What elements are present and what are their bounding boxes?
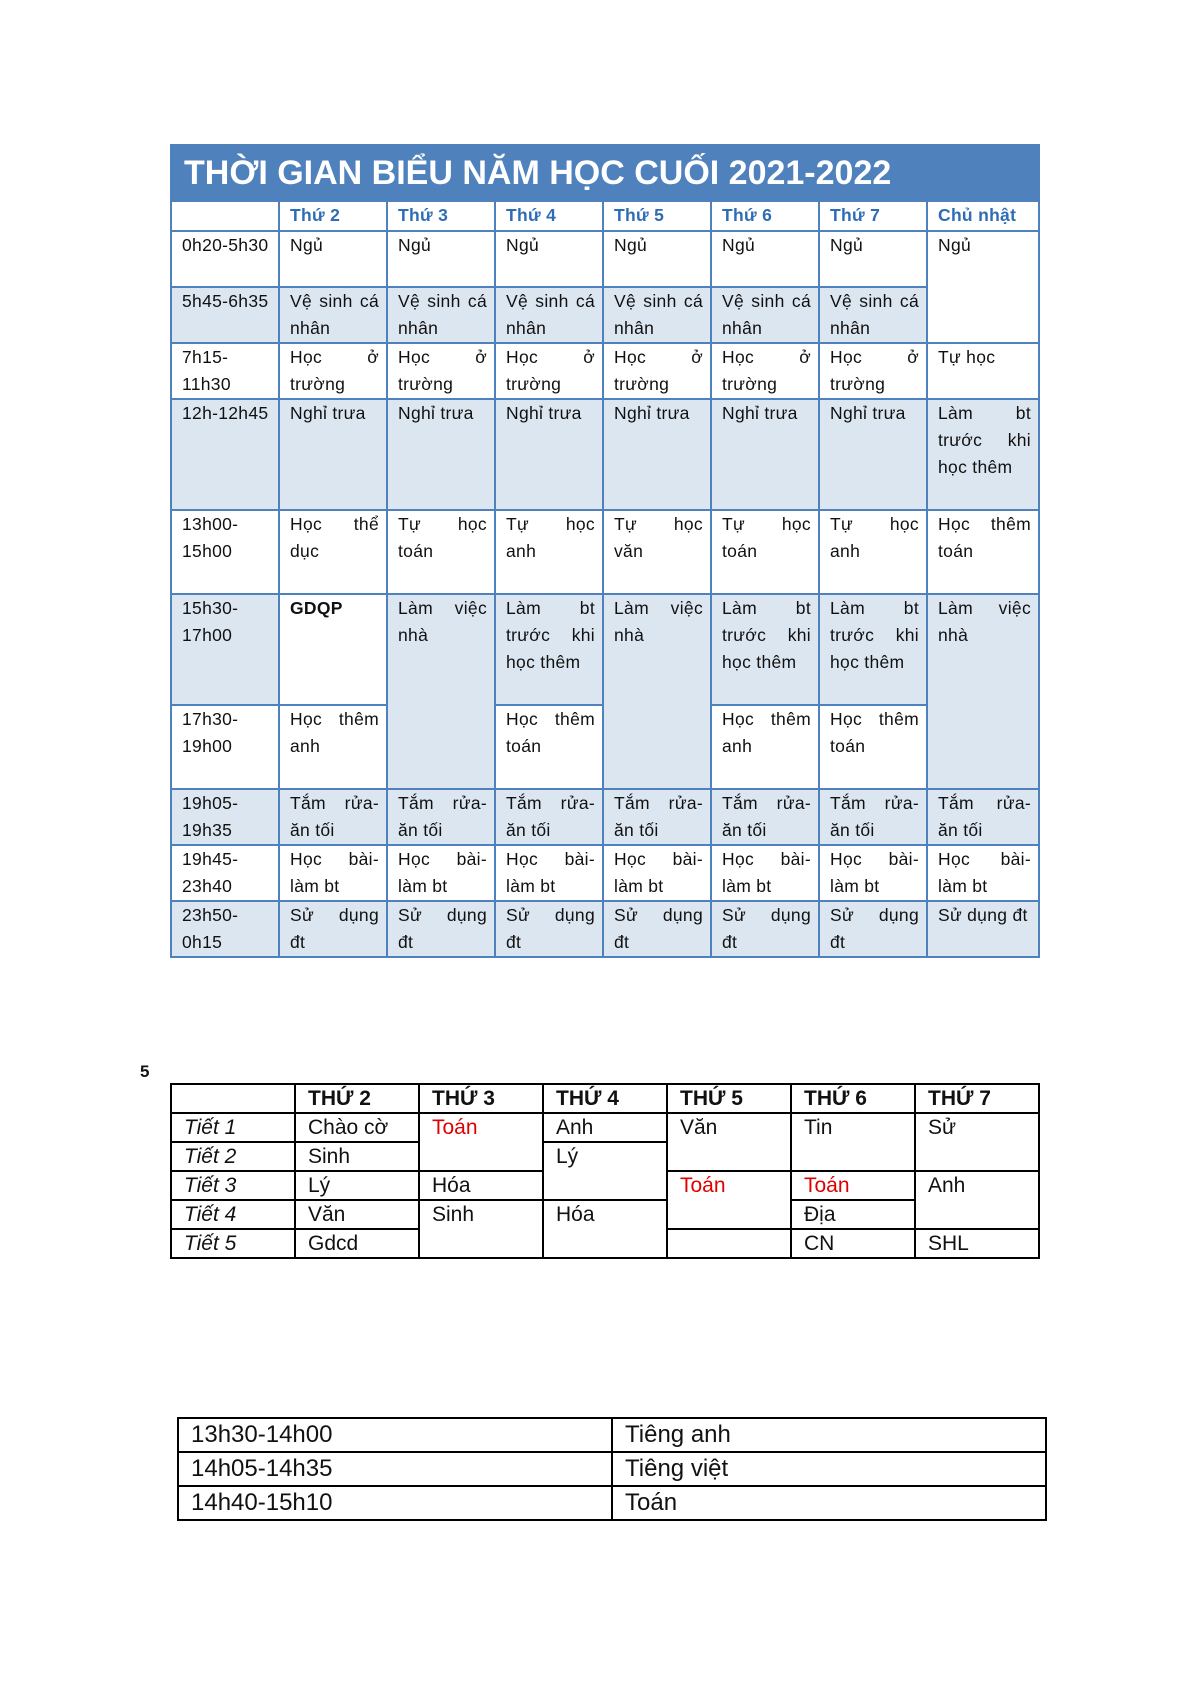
subject-cell-empty [667, 1229, 791, 1258]
subject-cell: Văn [295, 1200, 419, 1229]
subject-cell: Toán [667, 1171, 791, 1229]
subject-cell: CN [791, 1229, 915, 1258]
subject-cell: Sinh [419, 1200, 543, 1258]
activity-cell: Làm việc nhà [927, 594, 1039, 789]
day-header: THỨ 3 [419, 1084, 543, 1113]
activity-cell: Vệ sinh cá nhân [711, 287, 819, 343]
period-label: Tiết 4 [171, 1200, 295, 1229]
timetable [170, 144, 1040, 958]
activity-cell: GDQP [279, 594, 387, 705]
activity-cell: Tự học [927, 343, 1039, 399]
activity-cell: Tự học anh [495, 510, 603, 594]
subject-cell: Chào cờ [295, 1113, 419, 1142]
time-cell: 19h45-23h40 [171, 845, 279, 901]
table-row [171, 231, 1039, 287]
activity-cell: Ngủ [819, 231, 927, 287]
activity-cell: Sử dụng đt [711, 901, 819, 957]
activity-cell: Học bài-làm bt [495, 845, 603, 901]
activity-cell: Ngủ [495, 231, 603, 287]
afternoon-schedule [177, 1417, 1047, 1521]
activity-cell: Tự học toán [711, 510, 819, 594]
timetable-header-row [171, 201, 1039, 231]
activity-cell: Tắm rửa-ăn tối [819, 789, 927, 845]
time-cell: 19h05-19h35 [171, 789, 279, 845]
activity-cell: Học ở trường [603, 343, 711, 399]
header-empty [171, 201, 279, 231]
activity-cell: Vệ sinh cá nhân [387, 287, 495, 343]
activity-cell: Nghỉ trưa [495, 399, 603, 510]
day-header: Thứ 6 [711, 201, 819, 231]
activity-cell: Học bài-làm bt [927, 845, 1039, 901]
activity-cell: Ngủ [927, 231, 1039, 343]
subject-cell: Gdcd [295, 1229, 419, 1258]
table-row [171, 789, 1039, 845]
activity-cell: Tự học toán [387, 510, 495, 594]
activity-cell: Học ở trường [495, 343, 603, 399]
activity-cell: Sử dụng đt [387, 901, 495, 957]
timetable-title: THỜI GIAN BIỂU NĂM HỌC CUỐI 2021-2022 [170, 144, 1040, 200]
activity-cell: Vệ sinh cá nhân [279, 287, 387, 343]
day-header: THỨ 2 [295, 1084, 419, 1113]
table-row [171, 287, 1039, 343]
activity-cell: Vệ sinh cá nhân [603, 287, 711, 343]
activity-cell: Nghỉ trưa [279, 399, 387, 510]
subject-cell: Sinh [295, 1142, 419, 1171]
subject-cell: Lý [543, 1142, 667, 1200]
activity-cell: Làm việc nhà [603, 594, 711, 789]
time-cell: 17h30-19h00 [171, 705, 279, 789]
time-cell: 13h30-14h00 [178, 1418, 612, 1452]
time-cell: 14h05-14h35 [178, 1452, 612, 1486]
activity-cell: Ngủ [279, 231, 387, 287]
activity-cell: Làm bt trước khi học thêm [495, 594, 603, 705]
subject-cell: Hóa [543, 1200, 667, 1258]
table-row [171, 901, 1039, 957]
subject-cell: Văn [667, 1113, 791, 1171]
time-cell: 0h20-5h30 [171, 231, 279, 287]
activity-cell: Học ở trường [279, 343, 387, 399]
activity-cell: Học ở trường [819, 343, 927, 399]
table-row [171, 510, 1039, 594]
header-empty [171, 1084, 295, 1113]
day-header: Thứ 4 [495, 201, 603, 231]
activity-cell: Nghỉ trưa [603, 399, 711, 510]
activity-cell: Tự học anh [819, 510, 927, 594]
activity-cell: Tắm rửa-ăn tối [495, 789, 603, 845]
table-row [171, 594, 1039, 705]
activity-cell: Tắm rửa-ăn tối [927, 789, 1039, 845]
time-cell: 7h15-11h30 [171, 343, 279, 399]
activity-cell: Sử dụng đt [819, 901, 927, 957]
subject-cell: Tiêng anh [612, 1418, 1046, 1452]
time-cell: 15h30-17h00 [171, 594, 279, 705]
school-schedule [170, 1083, 1040, 1259]
subject-cell: Toán [791, 1171, 915, 1200]
activity-cell: Học bài-làm bt [711, 845, 819, 901]
time-cell: 14h40-15h10 [178, 1486, 612, 1520]
activity-cell: Học ở trường [711, 343, 819, 399]
activity-cell: Học bài-làm bt [603, 845, 711, 901]
day-header: Thứ 7 [819, 201, 927, 231]
activity-cell: Tắm rửa-ăn tối [711, 789, 819, 845]
activity-cell: Làm bt trước khi học thêm [711, 594, 819, 705]
subject-cell: SHL [915, 1229, 1039, 1258]
activity-cell: Học thể dục [279, 510, 387, 594]
activity-cell: Nghỉ trưa [819, 399, 927, 510]
activity-cell: Sử dụng đt [279, 901, 387, 957]
activity-cell: Nghỉ trưa [387, 399, 495, 510]
period-label: Tiết 3 [171, 1171, 295, 1200]
time-cell: 13h00-15h00 [171, 510, 279, 594]
activity-cell: Sử dụng đt [603, 901, 711, 957]
period-label: Tiết 1 [171, 1113, 295, 1142]
day-header: Thứ 5 [603, 201, 711, 231]
activity-cell: Làm bt trước khi học thêm [927, 399, 1039, 510]
activity-cell: Học thêm toán [927, 510, 1039, 594]
subject-cell: Toán [612, 1486, 1046, 1520]
activity-cell: Vệ sinh cá nhân [819, 287, 927, 343]
table-row [171, 399, 1039, 510]
activity-cell: Tắm rửa-ăn tối [603, 789, 711, 845]
subject-cell: Tin [791, 1113, 915, 1171]
activity-cell: Làm bt trước khi học thêm [819, 594, 927, 705]
day-header: THỨ 4 [543, 1084, 667, 1113]
subject-cell: Địa [791, 1200, 915, 1229]
day-header: Thứ 3 [387, 201, 495, 231]
subject-cell: Lý [295, 1171, 419, 1200]
activity-cell: Sử dụng đt [495, 901, 603, 957]
activity-cell: Sử dụng đt [927, 901, 1039, 957]
day-header: THỨ 6 [791, 1084, 915, 1113]
school-header-row [171, 1084, 1039, 1113]
activity-cell: Ngủ [711, 231, 819, 287]
day-header: Thứ 2 [279, 201, 387, 231]
table-row [171, 1113, 1039, 1142]
table-row [171, 343, 1039, 399]
activity-cell: Học thêm anh [711, 705, 819, 789]
activity-cell: Làm việc nhà [387, 594, 495, 789]
subject-cell: Anh [543, 1113, 667, 1142]
day-header: Chủ nhật [927, 201, 1039, 231]
table-row [171, 1200, 1039, 1229]
activity-cell: Tự học văn [603, 510, 711, 594]
subject-cell: Sử [915, 1113, 1039, 1171]
subject-cell: Tiêng việt [612, 1452, 1046, 1486]
subject-cell: Hóa [419, 1171, 543, 1200]
activity-cell: Học thêm anh [279, 705, 387, 789]
activity-cell: Học ở trường [387, 343, 495, 399]
table-row [178, 1452, 1046, 1486]
activity-cell: Nghỉ trưa [711, 399, 819, 510]
time-cell: 5h45-6h35 [171, 287, 279, 343]
table-row [171, 845, 1039, 901]
table-row [178, 1418, 1046, 1452]
day-header: THỨ 5 [667, 1084, 791, 1113]
subject-cell: Anh [915, 1171, 1039, 1229]
time-cell: 23h50-0h15 [171, 901, 279, 957]
activity-cell: Tắm rửa-ăn tối [279, 789, 387, 845]
activity-cell: Vệ sinh cá nhân [495, 287, 603, 343]
activity-cell: Học thêm toán [495, 705, 603, 789]
day-header: THỨ 7 [915, 1084, 1039, 1113]
activity-cell: Ngủ [387, 231, 495, 287]
activity-cell: Ngủ [603, 231, 711, 287]
activity-cell: Học thêm toán [819, 705, 927, 789]
period-label: Tiết 5 [171, 1229, 295, 1258]
subject-cell: Toán [419, 1113, 543, 1171]
activity-cell: Học bài-làm bt [387, 845, 495, 901]
period-label: Tiết 2 [171, 1142, 295, 1171]
activity-cell: Học bài-làm bt [279, 845, 387, 901]
table-row [178, 1486, 1046, 1520]
activity-cell: Học bài-làm bt [819, 845, 927, 901]
time-cell: 12h-12h45 [171, 399, 279, 510]
section-number: 5 [140, 1062, 150, 1081]
activity-cell: Tắm rửa-ăn tối [387, 789, 495, 845]
